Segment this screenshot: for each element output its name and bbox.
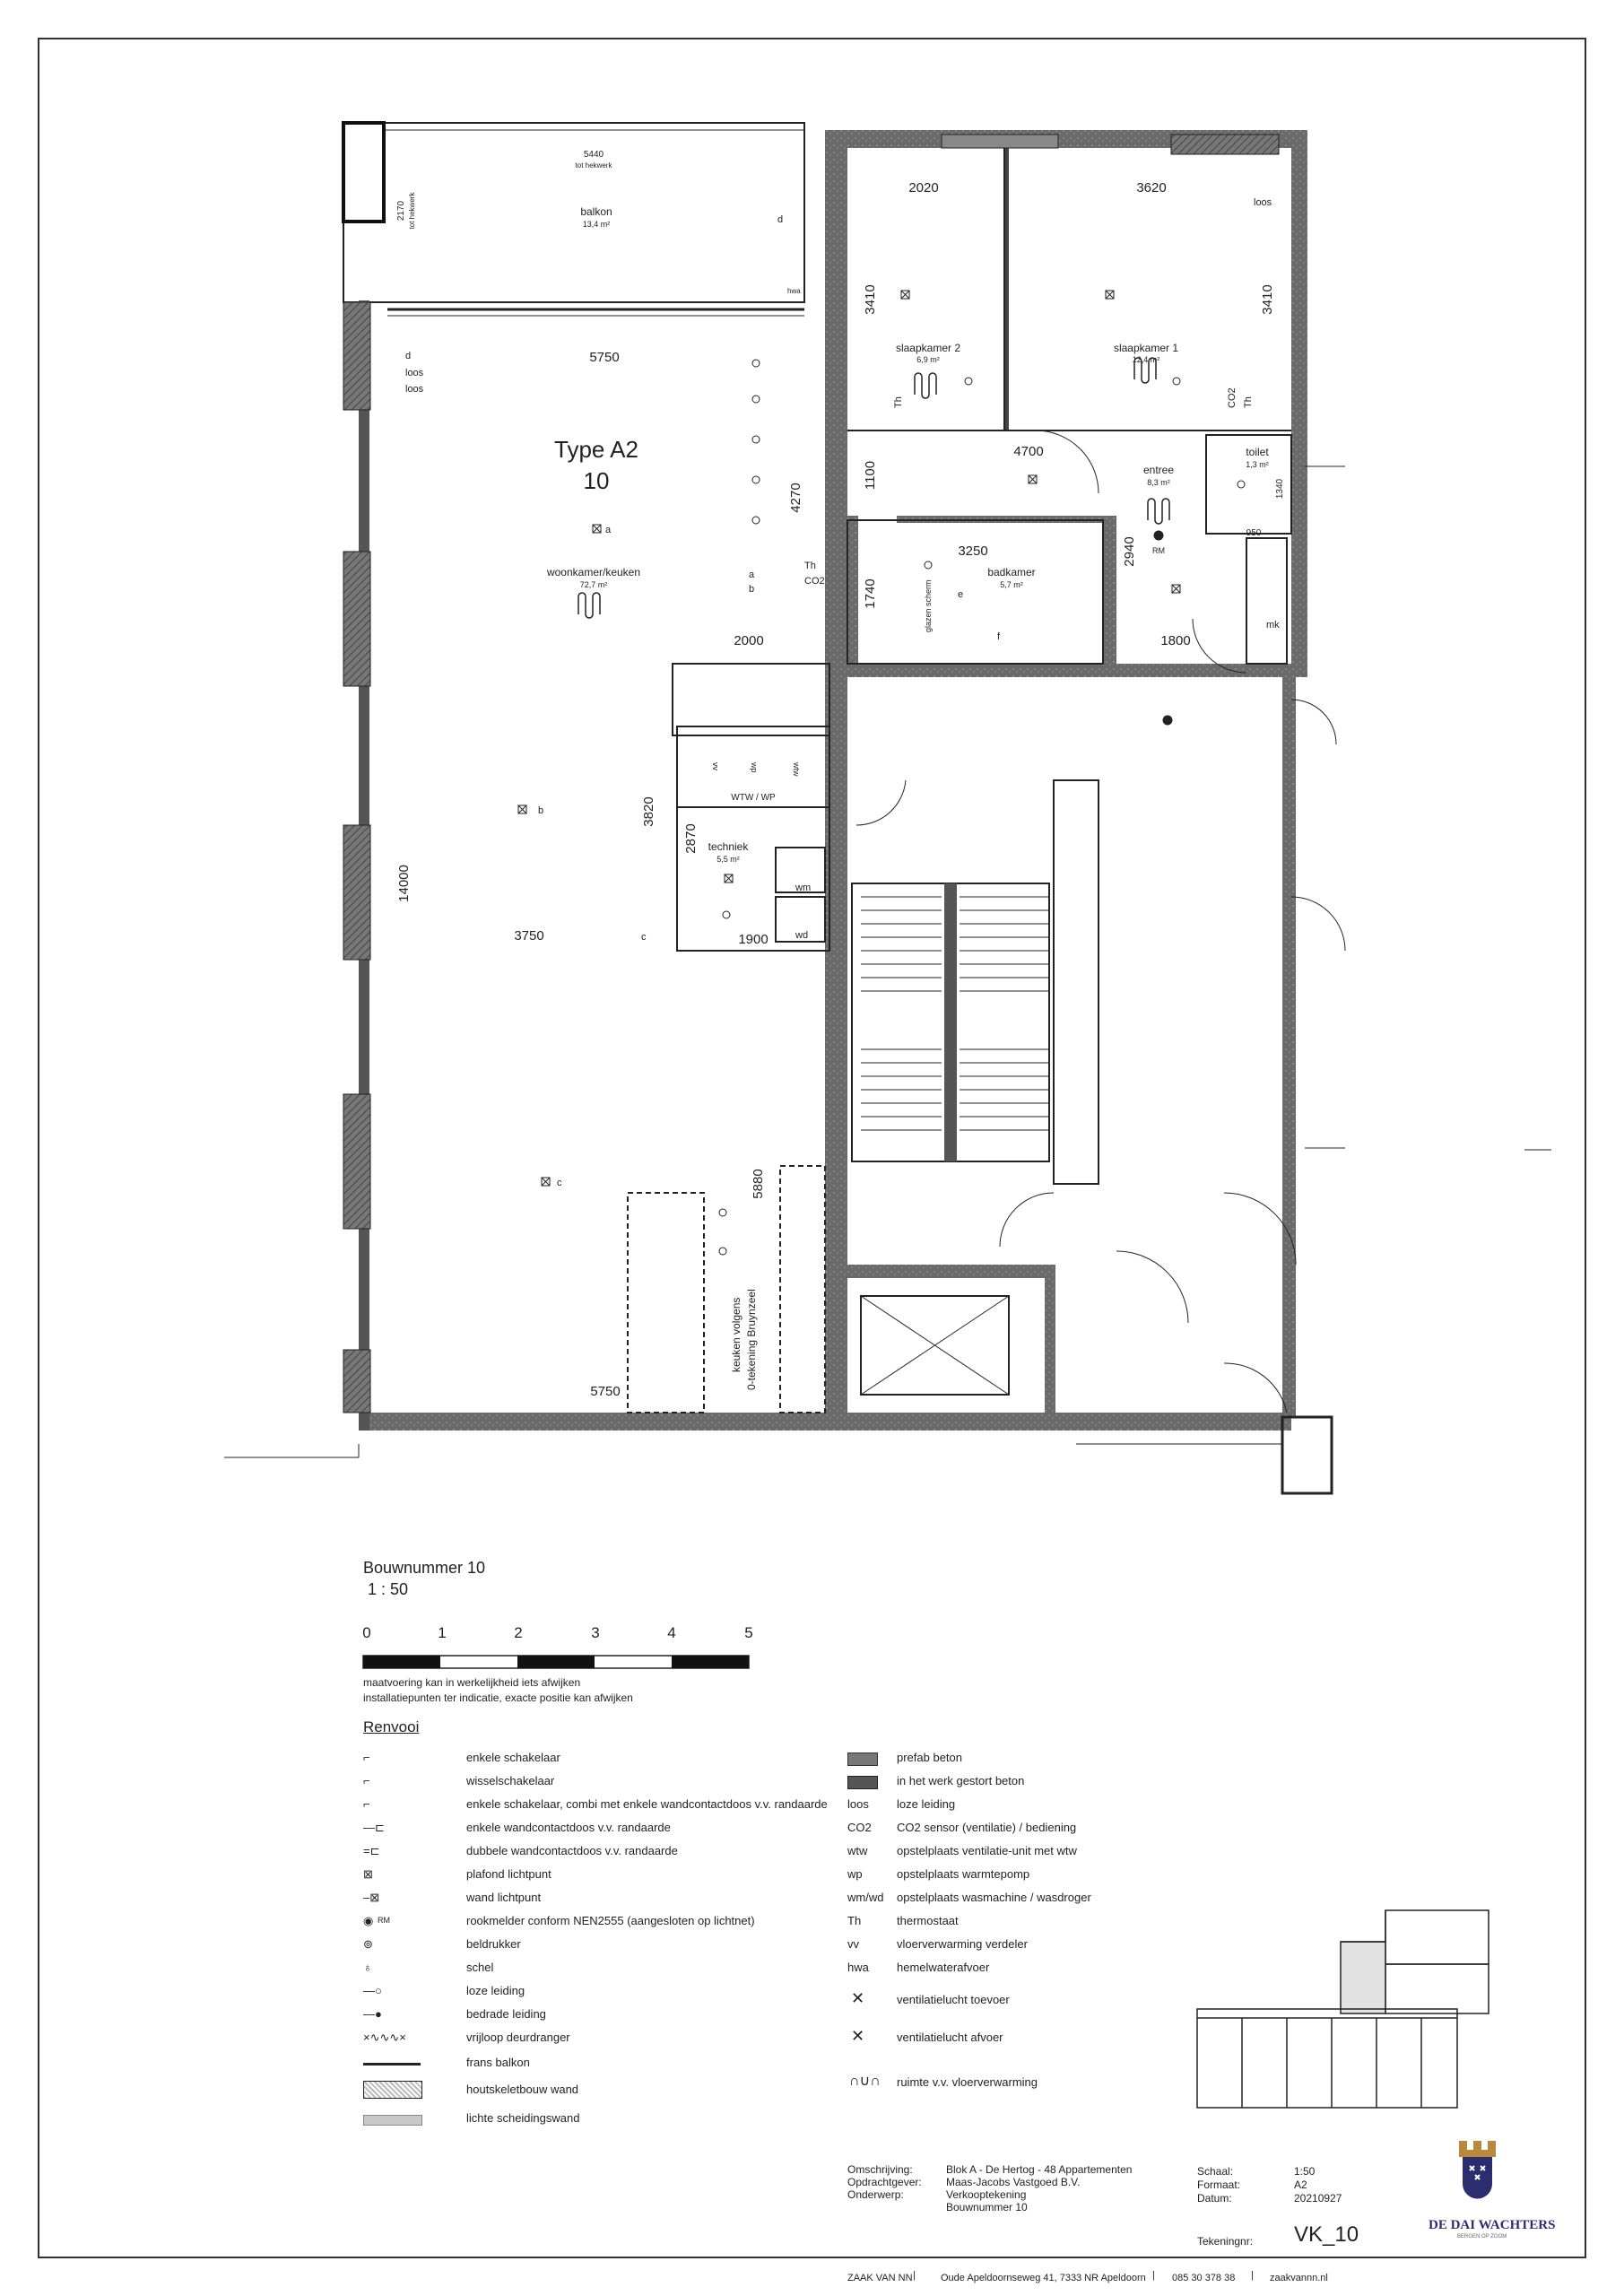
- legend-text: enkele schakelaar: [466, 1751, 560, 1764]
- label-wtw: wtw: [792, 762, 801, 777]
- legend-text: ventilatielucht afvoer: [897, 2031, 1003, 2044]
- legend-code: wm/wd: [847, 1891, 884, 1904]
- legend-text: hemelwaterafvoer: [897, 1961, 990, 1974]
- dim-balkon-h: 2170: [396, 200, 406, 222]
- dim-keuken-h: 5880: [751, 1169, 766, 1199]
- label-rm: RM: [1152, 546, 1165, 555]
- label-th-sk1: Th: [1243, 396, 1254, 408]
- label-co2-sk1: CO2: [1227, 387, 1238, 408]
- scale-note-1: maatvoering kan in werkelijkheid iets afwijken: [363, 1676, 581, 1689]
- legend-row: [363, 2031, 829, 2047]
- room-name-badkamer: badkamer: [987, 566, 1036, 578]
- legend-row: [847, 2029, 1206, 2048]
- french-balcony-icon: [363, 2063, 421, 2066]
- cast-concrete-icon: [847, 1776, 878, 1789]
- label-c: c: [557, 1178, 562, 1188]
- room-area-badkamer: 5,7 m²: [1000, 580, 1023, 589]
- legend-row: [363, 1891, 829, 1907]
- legend-row: [363, 1984, 829, 2000]
- room-area-techniek: 5,5 m²: [716, 855, 740, 864]
- legend-row: [363, 1821, 829, 1837]
- label-hwa: hwa: [787, 287, 801, 295]
- value-tekeningnr: VK_10: [1294, 2222, 1359, 2247]
- legend-row: [363, 2056, 829, 2072]
- label-formaat: Formaat:: [1197, 2179, 1241, 2191]
- unit-number: 10: [583, 467, 610, 494]
- dim-tech-w: 1900: [738, 932, 769, 947]
- legend-row: [847, 1821, 1206, 1837]
- logo-name: DE DAI WACHTERS: [1429, 2218, 1556, 2232]
- dim-sk2-h: 3410: [863, 284, 878, 315]
- label-loos-1: loos: [405, 368, 424, 378]
- scale-tick-2: 2: [514, 1624, 523, 1641]
- scale-note-2: installatiepunten ter indicatie, exacte positie kan afwijken: [363, 1692, 633, 1704]
- scale-tick-3: 3: [591, 1624, 600, 1641]
- label-f: f: [997, 631, 1001, 642]
- type-title: Type A2: [554, 436, 638, 463]
- legend-row: [363, 1937, 829, 1953]
- legend-row: [363, 1961, 829, 1977]
- dim-toilet-w: 950: [1246, 528, 1262, 538]
- label-datum: Datum:: [1197, 2192, 1232, 2205]
- legend-text: ventilatielucht toevoer: [897, 1993, 1010, 2006]
- free-swing-door-closer-icon: ×∿∿∿×: [363, 2031, 406, 2044]
- dim-balkon-h-note: tot hekwerk: [408, 192, 416, 230]
- legend-row: [847, 1991, 1206, 2011]
- dim-gang-w: 4700: [1013, 444, 1044, 459]
- dim-bad-h: 1740: [863, 578, 878, 609]
- label-wtw-wp: WTW / WP: [731, 793, 776, 803]
- label-keuken-note2: 0-tekening Bruynzeel: [745, 1289, 758, 1390]
- room-area-slaapkamer1: 12,4 m²: [1132, 355, 1160, 364]
- label-vv: vv: [711, 762, 720, 770]
- legend-row: [847, 1844, 1206, 1860]
- dim-balkon-w: 5440: [583, 150, 604, 160]
- label-glazen-scherm: glazen scherm: [924, 579, 933, 632]
- label-keuken-note1: keuken volgens: [730, 1297, 743, 1372]
- value-onderwerp: Verkooptekening: [946, 2188, 1027, 2201]
- legend-text: wisselschakelaar: [466, 1774, 555, 1787]
- legend-row: [847, 1961, 1206, 1977]
- legend-row: [363, 1867, 829, 1883]
- dim-gang-h: 1100: [863, 460, 878, 491]
- legend-code: loos: [847, 1797, 869, 1811]
- dim-woon-side: 4270: [788, 483, 803, 513]
- scale-tick-5: 5: [744, 1624, 753, 1641]
- value-opdrachtgever: Maas-Jacobs Vastgoed B.V.: [946, 2176, 1081, 2188]
- single-switch-icon: ⌐: [363, 1751, 370, 1764]
- legend-row: [847, 1891, 1206, 1907]
- legend-title: Renvooi: [363, 1718, 420, 1735]
- dim-woon-top: 5750: [589, 350, 620, 365]
- label-e: e: [958, 589, 964, 600]
- dim-woon-2000: 2000: [734, 633, 764, 648]
- legend-row: [847, 2074, 1206, 2093]
- label-d: d: [777, 214, 784, 225]
- floor-heating-icon: ∩∪∩: [849, 2074, 881, 2089]
- footer-web: zaakvannn.nl: [1270, 2273, 1328, 2283]
- legend-text: vloerverwarming verdeler: [897, 1937, 1028, 1951]
- legend-row: [363, 1797, 829, 1813]
- smoke-detector-icon: ◉: [363, 1914, 374, 1927]
- room-name-balkon: balkon: [580, 205, 612, 218]
- footer-divider: |: [1251, 2270, 1254, 2281]
- label-b2: b: [749, 584, 755, 595]
- scale-heading: Bouwnummer 10: [363, 1559, 486, 1577]
- ceiling-light-icon: [518, 291, 1180, 1186]
- dim-entree-h: 2940: [1122, 536, 1137, 567]
- vent-exhaust-icon: ✕: [851, 2027, 865, 2045]
- room-area-toilet: 1,3 m²: [1246, 460, 1269, 469]
- precast-concrete-icon: [847, 1752, 878, 1766]
- client-logo: [1421, 2139, 1556, 2247]
- two-way-switch-icon: ⌐: [363, 1774, 370, 1787]
- room-name-entree: entree: [1142, 464, 1175, 476]
- value-onderwerp-2: Bouwnummer 10: [946, 2201, 1028, 2213]
- wired-conduit-icon: —●: [363, 2007, 382, 2021]
- legend-text: vrijloop deurdranger: [466, 2031, 570, 2044]
- label-wp: wp: [750, 762, 759, 773]
- scale-tick-0: 0: [362, 1624, 371, 1641]
- dim-balkon-w-note: tot hekwerk: [575, 161, 612, 170]
- room-name-toilet: toilet: [1246, 446, 1269, 458]
- label-omschrijving: Omschrijving:: [847, 2163, 913, 2176]
- label-wd: wd: [795, 930, 809, 941]
- right-facade: [224, 466, 1551, 1493]
- switch-socket-combo-icon: ⌐: [363, 1797, 370, 1811]
- legend-row: [363, 1844, 829, 1860]
- legend-code: CO2: [847, 1821, 872, 1834]
- legend-row: [847, 1797, 1206, 1813]
- label-d2: d: [405, 351, 412, 361]
- value-schaal: 1:50: [1294, 2165, 1316, 2178]
- legend-code: vv: [847, 1937, 859, 1951]
- dim-tech-h1: 3820: [641, 796, 656, 827]
- interior-walls: [628, 148, 1291, 1413]
- room-area-balkon: 13,4 m²: [582, 220, 611, 229]
- legend-text: thermostaat: [897, 1914, 959, 1927]
- legend-text: beldrukker: [466, 1937, 521, 1951]
- wall-light-icon: –⊠: [363, 1891, 380, 1904]
- legend-text: frans balkon: [466, 2056, 530, 2069]
- room-area-woonkamer: 72,7 m²: [579, 580, 608, 589]
- label-a2: a: [749, 570, 755, 580]
- dim-toilet-h: 1340: [1275, 478, 1285, 500]
- single-socket-icon: —⊏: [363, 1821, 385, 1834]
- label-schaal: Schaal:: [1197, 2165, 1234, 2178]
- legend-row: [363, 2081, 829, 2100]
- double-socket-icon: =⊏: [363, 1844, 380, 1857]
- vent-supply-icon: ✕: [851, 1989, 865, 2007]
- label-opdrachtgever: Opdrachtgever:: [847, 2176, 922, 2188]
- legend-code: wtw: [847, 1844, 868, 1857]
- dim-sk1-w: 3620: [1136, 180, 1167, 196]
- footer-divider: |: [1152, 2270, 1155, 2281]
- scale-tick-1: 1: [438, 1624, 447, 1641]
- dim-sk1-h: 3410: [1260, 284, 1275, 315]
- legend-text: opstelplaats ventilatie-unit met wtw: [897, 1844, 1077, 1857]
- label-th: Th: [804, 561, 816, 571]
- legend-code: hwa: [847, 1961, 869, 1974]
- legend-code: wp: [847, 1867, 863, 1881]
- label-wm: wm: [795, 883, 812, 893]
- dim-woon-bot: 5750: [590, 1384, 621, 1399]
- dim-tech-h2: 2870: [683, 823, 699, 854]
- facade-elements: [343, 135, 1279, 1413]
- legend-row: [363, 1774, 829, 1790]
- label-c2: c: [641, 932, 647, 943]
- castle-logo-icon: [1421, 2139, 1533, 2211]
- legend-text: loze leiding: [897, 1797, 956, 1811]
- label-loos-sk1: loos: [1254, 197, 1272, 208]
- timber-frame-wall-icon: [363, 2081, 422, 2099]
- legend-text: opstelplaats wasmachine / wasdroger: [897, 1891, 1091, 1904]
- legend-row: [363, 1914, 829, 1930]
- legend-text: plafond lichtpunt: [466, 1867, 551, 1881]
- scale-tick-4: 4: [667, 1624, 676, 1641]
- smoke-detector-code: RM: [378, 1916, 390, 1925]
- legend-text: loze leiding: [466, 1984, 525, 1997]
- legend-text: lichte scheidingswand: [466, 2111, 580, 2125]
- legend-row: [847, 1774, 1206, 1790]
- legend-text: dubbele wandcontactdoos v.v. randaarde: [466, 1844, 678, 1857]
- legend-row: [847, 1937, 1206, 1953]
- legend-text: opstelplaats warmtepomp: [897, 1867, 1030, 1881]
- dim-sk2-w: 2020: [908, 180, 939, 196]
- ceiling-light-icon: ⊠: [363, 1867, 373, 1881]
- label-onderwerp: Onderwerp:: [847, 2188, 904, 2201]
- label-loos-2: loos: [405, 384, 424, 395]
- legend-code: Th: [847, 1914, 862, 1927]
- legend-text: CO2 sensor (ventilatie) / bediening: [897, 1821, 1077, 1834]
- legend-row: [363, 2111, 829, 2127]
- legend-text: in het werk gestort beton: [897, 1774, 1025, 1787]
- legend-text: houtskeletbouw wand: [466, 2083, 579, 2096]
- label-b: b: [538, 805, 544, 816]
- legend-text: enkele schakelaar, combi met enkele wandcontactdoos v.v. randaarde: [466, 1797, 828, 1811]
- light-partition-wall-icon: [363, 2115, 422, 2126]
- legend-row: [847, 1867, 1206, 1883]
- legend-text: bedrade leiding: [466, 2007, 546, 2021]
- legend-row: [363, 2007, 829, 2023]
- doorbell-button-icon: ⊚: [363, 1937, 373, 1951]
- footer-company: ZAAK VAN NN: [847, 2273, 913, 2283]
- label-th-sk2: Th: [893, 396, 904, 408]
- room-name-slaapkamer2: slaapkamer 2: [895, 342, 961, 354]
- key-plan: [1193, 1906, 1560, 2121]
- legend-row: [363, 1751, 829, 1767]
- value-datum: 20210927: [1294, 2192, 1342, 2205]
- dim-entree-w: 1800: [1160, 633, 1191, 648]
- footer-address: Oude Apeldoornseweg 41, 7333 NR Apeldoorn: [941, 2273, 1146, 2283]
- label-tekeningnr: Tekeningnr:: [1197, 2235, 1254, 2248]
- label-a: a: [605, 525, 612, 535]
- scale-ratio: 1 : 50: [368, 1580, 409, 1598]
- room-name-slaapkamer1: slaapkamer 1: [1113, 342, 1179, 354]
- legend-text: ruimte v.v. vloerverwarming: [897, 2075, 1038, 2089]
- value-formaat: A2: [1294, 2179, 1307, 2191]
- logo-subtitle: BERGEN OP ZOOM: [1457, 2234, 1507, 2239]
- dim-bad-w: 3250: [958, 544, 988, 559]
- room-name-techniek: techniek: [708, 840, 749, 853]
- room-area-slaapkamer2: 6,9 m²: [916, 355, 940, 364]
- room-area-entree: 8,3 m²: [1147, 478, 1170, 487]
- footer-divider: |: [913, 2270, 916, 2281]
- label-co2: CO2: [804, 576, 825, 587]
- value-omschrijving: Blok A - De Hertog - 48 Appartementen: [946, 2163, 1133, 2176]
- footer-phone: 085 30 378 38: [1172, 2273, 1236, 2283]
- dim-woon-h: 14000: [396, 865, 412, 902]
- empty-conduit-icon: —○: [363, 1984, 382, 1997]
- legend-text: rookmelder conform NEN2555 (aangesloten op lichtnet): [466, 1914, 755, 1927]
- bell-icon: ♁: [363, 1961, 372, 1974]
- legend-row: [847, 1914, 1206, 1930]
- label-mk: mk: [1266, 620, 1280, 631]
- legend-text: enkele wandcontactdoos v.v. randaarde: [466, 1821, 671, 1834]
- legend-text: prefab beton: [897, 1751, 963, 1764]
- dim-woon-w: 3750: [514, 928, 544, 944]
- legend-text: schel: [466, 1961, 494, 1974]
- legend-text: wand lichtpunt: [466, 1891, 542, 1904]
- concrete-walls: [359, 130, 1307, 1431]
- scale-bar: [354, 1622, 767, 1672]
- room-name-woonkamer: woonkamer/keuken: [546, 566, 641, 578]
- legend-row: [847, 1751, 1206, 1767]
